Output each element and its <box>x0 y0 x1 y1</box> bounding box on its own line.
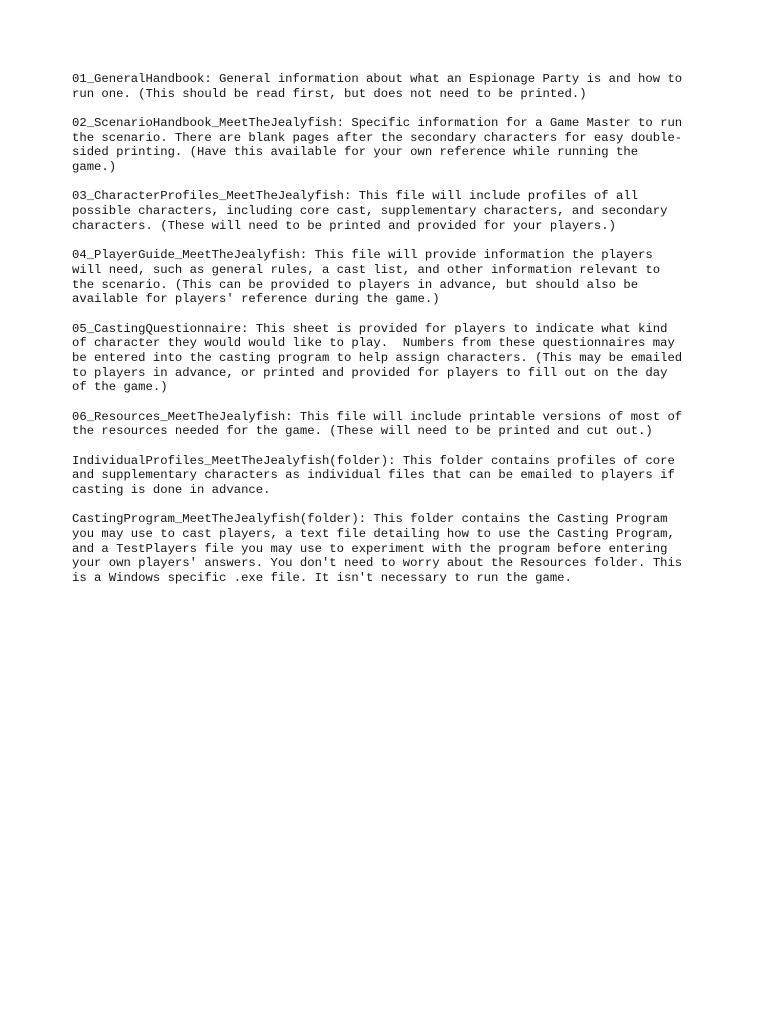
text-line: and a TestPlayers file you may use to experiment with the program before entering <box>72 541 668 556</box>
paragraph-resources <box>72 410 702 439</box>
text-line: available for players' reference during the game.) <box>72 292 440 307</box>
text-line: 06_Resources_MeetTheJealyfish: This file will include printable versions of most of <box>72 409 683 424</box>
text-line: 01_GeneralHandbook: General information about what an Espionage Party is and how to <box>72 72 683 86</box>
text-line: you may use to cast players, a text file detailing how to use the Casting Program, <box>72 527 675 542</box>
text-line: of the game.) <box>72 380 168 395</box>
text-line: 03_CharacterProfiles_MeetTheJealyfish: This file will include profiles of all <box>72 189 639 204</box>
paragraph-scenario-handbook <box>72 116 702 175</box>
paragraph-casting-questionnaire <box>72 322 702 396</box>
paragraph-general-handbook <box>72 72 702 101</box>
text-line: IndividualProfiles_MeetTheJealyfish(folder): This folder contains profiles of core <box>72 453 675 468</box>
text-line: to players in advance, or printed and provided for players to fill out on the day <box>72 365 668 380</box>
text-line: possible characters, including core cast, supplementary characters, and secondary <box>72 204 668 219</box>
text-line: CastingProgram_MeetTheJealyfish(folder): This folder contains the Casting Program <box>72 512 668 527</box>
text-line: your own players' answers. You don't need to worry about the Resources folder. This <box>72 556 683 571</box>
text-line: and supplementary characters as individual files that can be emailed to players if <box>72 468 675 483</box>
text-line: characters. (These will need to be printed and provided for your players.) <box>72 218 616 233</box>
paragraph-individual-profiles <box>72 454 702 498</box>
text-line: the scenario. (This can be provided to players in advance, but should also be <box>72 277 639 292</box>
text-line: game.) <box>72 160 117 175</box>
text-line: will need, such as general rules, a cast list, and other information relevant to <box>72 262 661 277</box>
text-line: run one. (This should be read first, but does not need to be printed.) <box>72 86 587 101</box>
text-line: sided printing. (Have this available for your own reference while running the <box>72 145 639 160</box>
document-page <box>72 72 702 600</box>
text-line: is a Windows specific .exe file. It isn't necessary to run the game. <box>72 571 572 586</box>
paragraph-player-guide <box>72 248 702 307</box>
text-line: casting is done in advance. <box>72 483 271 498</box>
paragraph-character-profiles <box>72 189 702 233</box>
text-line: the scenario. There are blank pages after the secondary characters for easy double- <box>72 130 683 145</box>
text-line: 05_CastingQuestionnaire: This sheet is provided for players to indicate what kind <box>72 321 668 336</box>
text-line: of character they would would like to play. Numbers from these questionnaires may <box>72 336 675 351</box>
paragraph-casting-program <box>72 512 702 586</box>
text-line: 04_PlayerGuide_MeetTheJealyfish: This file will provide information the players <box>72 248 653 263</box>
text-line: be entered into the casting program to help assign characters. (This may be emailed <box>72 350 683 365</box>
text-line: the resources needed for the game. (These will need to be printed and cut out.) <box>72 424 653 439</box>
text-line: 02_ScenarioHandbook_MeetTheJealyfish: Specific information for a Game Master to run <box>72 116 683 130</box>
